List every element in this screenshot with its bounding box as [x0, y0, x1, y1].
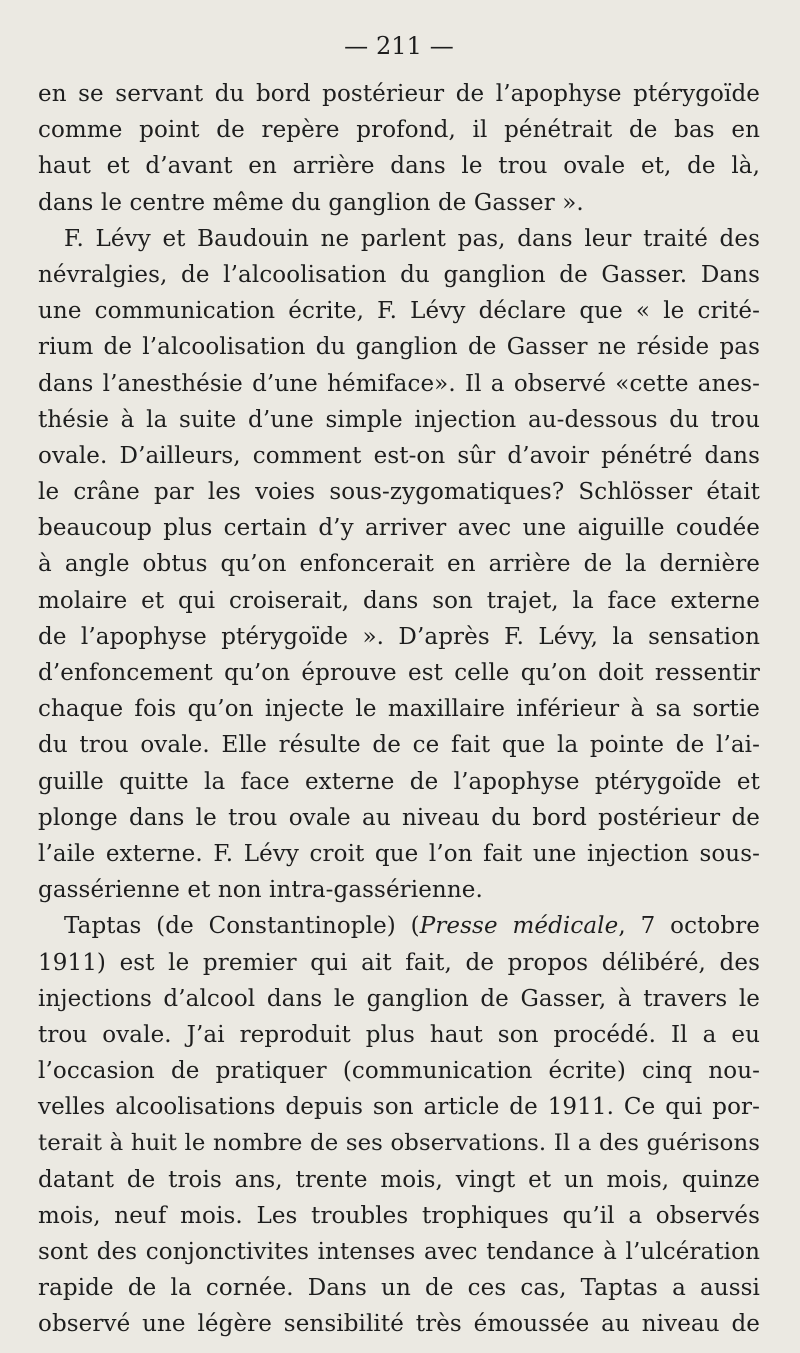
- text-line: trou ovale. J’ai reproduit plus haut son procédé. Il a eu: [38, 1021, 760, 1048]
- journal-title: Presse médicale: [419, 913, 619, 940]
- text-line: ovale. D’ailleurs, comment est-on sûr d’avoir pénétré dans: [38, 442, 760, 469]
- text-line: beaucoup plus certain d’y arriver avec une aiguille coudée: [38, 515, 760, 542]
- text-line: dans le centre même du ganglion de Gasser ».: [38, 189, 584, 216]
- text-line: 1911) est le premier qui ait fait, de propos délibéré, des: [38, 949, 760, 976]
- text-line: molaire et qui croiserait, dans son trajet, la face externe: [38, 587, 760, 614]
- text-line: une communication écrite, F. Lévy déclare que « le crité-: [38, 298, 760, 325]
- text-line: rium de l’alcoolisation du ganglion de Gasser ne réside pas: [38, 334, 760, 361]
- text-line: l’aile externe. F. Lévy croit que l’on fait une injection sous-: [38, 840, 760, 867]
- text-line: sont des conjonctivites intenses avec tendance à l’ulcération: [38, 1239, 760, 1265]
- text-line: haut et d’avant en arrière dans le trou ovale et, de là,: [38, 153, 760, 180]
- text-line: rapide de la cornée. Dans un de ces cas, Taptas a aussi: [38, 1275, 760, 1302]
- text-line: dans l’anesthésie d’une hémiface». Il a observé «cette anes-: [38, 370, 760, 397]
- text-line: à angle obtus qu’on enfoncerait en arrière de la dernière: [38, 551, 760, 578]
- text-line: comme point de repère profond, il pénétrait de bas en: [38, 117, 760, 144]
- text-segment: Taptas (de Constantinople) (: [64, 913, 420, 940]
- text-line: gassérienne et non intra-gassérienne.: [38, 877, 483, 904]
- text-line: chaque fois qu’on injecte le maxillaire inférieur à sa sortie: [38, 696, 760, 723]
- text-line: velles alcoolisations depuis son article de 1911. Ce qui por-: [38, 1094, 760, 1121]
- text-line: en se servant du bord postérieur de l’apophyse ptérygoïde: [38, 81, 760, 107]
- text-line: névralgies, de l’alcoolisation du ganglion de Gasser. Dans: [38, 261, 760, 288]
- page-number: — 211 —: [344, 32, 454, 60]
- text-line: le crâne par les voies sous-zygomatiques? Schlösser était: [38, 479, 760, 506]
- text-line: thésie à la suite d’une simple injection au-dessous du trou: [38, 406, 760, 433]
- book-page: [38, 28, 761, 1338]
- text-line: [38, 908, 760, 944]
- text-line: injections d’alcool dans le ganglion de Gasser, à travers le: [38, 985, 760, 1012]
- text-line: guille quitte la face externe de l’apophyse ptérygoïde et: [38, 768, 760, 795]
- text-line: de l’apophyse ptérygoïde ». D’après F. Lévy, la sensation: [38, 623, 760, 650]
- text-line: terait à huit le nombre de ses observations. Il a des guérisons: [38, 1130, 760, 1157]
- text-line: datant de trois ans, trente mois, vingt et un mois, quinze: [38, 1166, 760, 1193]
- text-line: plonge dans le trou ovale au niveau du bord postérieur de: [38, 804, 760, 831]
- text-line: l’occasion de pratiquer (communication écrite) cinq nou-: [38, 1058, 760, 1085]
- body-text: [38, 76, 760, 1343]
- text-line: du trou ovale. Elle résulte de ce fait que la pointe de l’ai-: [38, 732, 760, 759]
- text-line: observé une légère sensibilité très émoussée au niveau de: [38, 1311, 760, 1338]
- text-segment: , 7 octobre: [618, 913, 761, 940]
- text-line: F. Lévy et Baudouin ne parlent pas, dans leur traité des: [64, 225, 760, 252]
- text-line: mois, neuf mois. Les troubles trophiques qu’il a observés: [38, 1202, 760, 1229]
- text-line: d’enfoncement qu’on éprouve est celle qu’on doit ressentir: [38, 660, 760, 686]
